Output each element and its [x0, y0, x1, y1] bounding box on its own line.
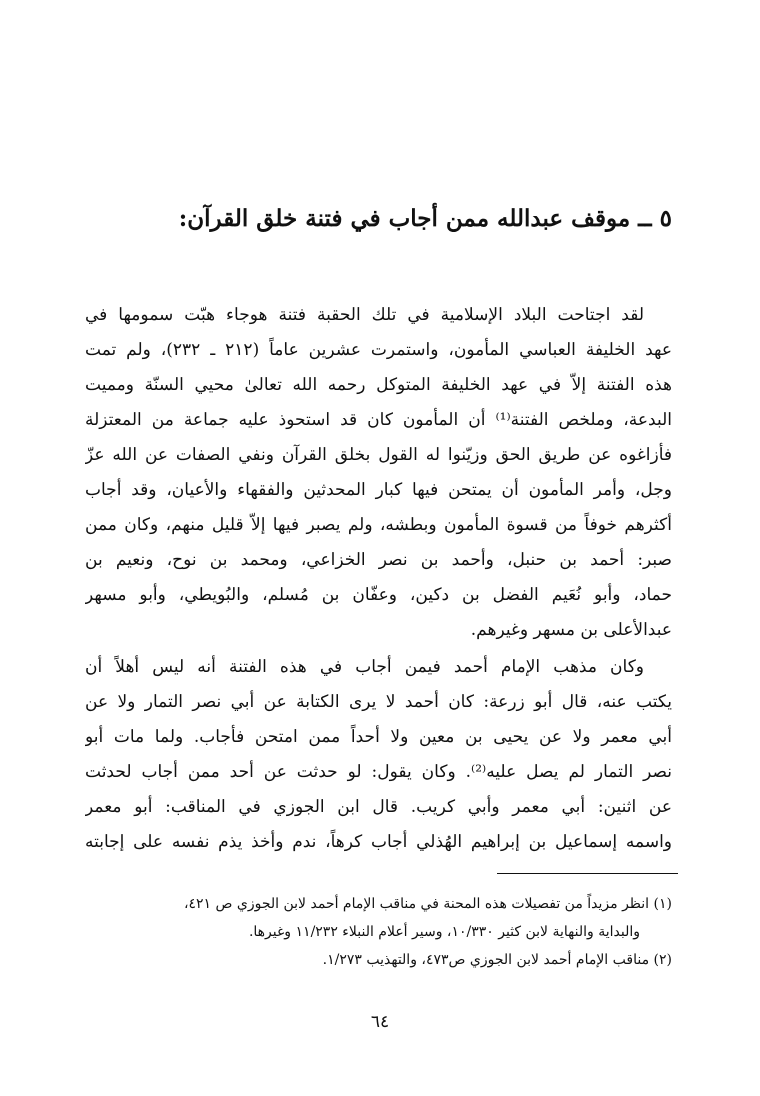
section-heading: ٥ ــ موقف عبدالله ممن أجاب في فتنة خلق القرآن: [178, 205, 672, 232]
text-line: أبي معمر ولا عن يحيى بن معين ولا أحداً ممن امتحن فأجاب. ولما مات أبو [85, 727, 672, 747]
text-line: أكثرهم خوفاً من قسوة المأمون وبطشه، ولم يصبر فيها إلاّ قليل منهم، وكان ممن [85, 515, 672, 535]
text-line: واسمه إسماعيل بن إبراهيم الهُذلي أجاب كرهاً، ندم وأخذ يذم نفسه على إجابته [85, 832, 672, 852]
footnotes [85, 890, 672, 974]
footnote-2 [85, 946, 672, 974]
body-text [85, 298, 672, 860]
text-line: لقد اجتاحت البلاد الإسلامية في تلك الحقبة فتنة هوجاء هبّت سمومها في [85, 305, 644, 325]
footnote-1 [85, 890, 672, 946]
text-line: عن اثنين: أبي معمر وأبي كريب. قال ابن الجوزي في المناقب: أبو معمر [85, 797, 672, 817]
paragraph-1 [85, 298, 672, 648]
text-line: حماد، وأبو نُعَيم الفضل بن دكين، وعفّان بن مُسلم، والبُويطي، وأبو مسهر [85, 585, 672, 605]
text-line: البدعة، وملخص الفتنة⁽¹⁾ أن المأمون كان قد استحوذ عليه جماعة من المعتزلة [85, 410, 672, 430]
text-line: فأزاغوه عن طريق الحق وزيّنوا له القول بخلق القرآن ونفي الصفات عن الله عزّ [85, 445, 672, 465]
text-line: نصر التمار لم يصل عليه⁽²⁾. وكان يقول: لو حدثت عن أحد ممن أجاب لحدثت [85, 762, 672, 782]
footnote-divider [497, 873, 678, 874]
footnote-line: (١) انظر مزيداً من تفصيلات هذه المحنة في مناقب الإمام أحمد لابن الجوزي ص ٤٢١، [183, 896, 672, 912]
text-line: يكتب عنه، قال أبو زرعة: كان أحمد لا يرى الكتابة عن أبي نصر التمار ولا عن [85, 692, 672, 712]
footnote-line: والبداية والنهاية لابن كثير ١٠/٣٣٠، وسير أعلام النبلاء ١١/٢٣٢ وغيرها. [248, 924, 640, 940]
text-line: عهد الخليفة العباسي المأمون، واستمرت عشرين عاماً (٢١٢ ـ ٢٣٢)، ولم تمت [85, 340, 672, 360]
text-line: هذه الفتنة إلاّ في عهد الخليفة المتوكل رحمه الله تعالىٰ محيي السنّة ومميت [85, 375, 672, 395]
text-line: صبر: أحمد بن حنبل، وأحمد بن نصر الخزاعي، ومحمد بن نوح، ونعيم بن [85, 550, 672, 570]
footnote-line: (٢) مناقب الإمام أحمد لابن الجوزي ص٤٧٣، والتهذيب ١/٢٧٣. [322, 952, 672, 968]
page-number: ٦٤ [370, 1012, 390, 1032]
paragraph-2 [85, 650, 672, 860]
text-line: وجل، وأمر المأمون أن يمتحن فيها كبار المحدثين والفقهاء والأعيان، وقد أجاب [85, 480, 672, 500]
text-line: عبدالأعلى بن مسهر وغيرهم. [470, 620, 672, 640]
text-line: وكان مذهب الإمام أحمد فيمن أجاب في هذه الفتنة أنه ليس أهلاً أن [85, 657, 644, 677]
